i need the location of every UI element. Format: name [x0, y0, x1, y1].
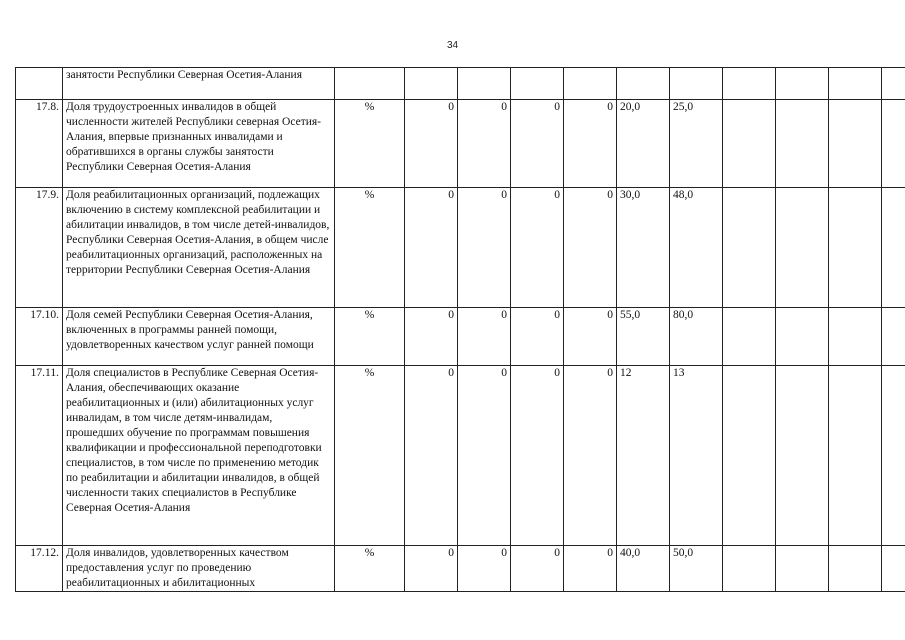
- empty-cell: [723, 188, 776, 308]
- value-5: 40,0: [617, 546, 670, 592]
- value-6: 48,0: [670, 188, 723, 308]
- value-4: 0: [564, 100, 617, 188]
- value-6: 25,0: [670, 100, 723, 188]
- indicator-unit: %: [335, 308, 405, 366]
- indicator-code: 17.10.: [16, 308, 63, 366]
- indicator-text: Доля реабилитационных организаций, подлежащих включению в систему комплексной реабилитации и абилитации инвалидов, в том числе детей-инвалидов, Республики Северная Осетия-Алания, в общем числе реабилитационных организаций, расположенных на территории Республики Северная Осетия-Алания: [63, 188, 335, 308]
- value-4: 0: [564, 188, 617, 308]
- table-row: [16, 366, 905, 546]
- value-3: 0: [511, 546, 564, 592]
- empty-cell: [723, 308, 776, 366]
- indicator-text: Доля специалистов в Республике Северная Осетия-Алания, обеспечивающих оказание реабилитационных и (или) абилитационных услуг инвалидам, в том числе детям-инвалидам, прошедших обучение по программам повышения квалификации и профессиональной переподготовки специалистов, в том числе по применению методик по реабилитации и абилитации инвалидов, в общей численности таких специалистов в Республике Северная Осетия-Алания: [63, 366, 335, 546]
- value-1: 0: [405, 188, 458, 308]
- indicator-code: 17.11.: [16, 366, 63, 546]
- value-4: 0: [564, 546, 617, 592]
- value-5: 30,0: [617, 188, 670, 308]
- value-4: 0: [564, 308, 617, 366]
- value-1: 0: [405, 546, 458, 592]
- indicator-code: 17.8.: [16, 100, 63, 188]
- value-1: 0: [405, 366, 458, 546]
- page-number: 34: [446, 40, 459, 51]
- value-3: 0: [511, 366, 564, 546]
- indicator-unit: %: [335, 366, 405, 546]
- value-5: 20,0: [617, 100, 670, 188]
- indicator-unit: %: [335, 188, 405, 308]
- value-6: 80,0: [670, 308, 723, 366]
- indicator-text: Доля семей Республики Северная Осетия-Алания, включенных в программы ранней помощи, удовлетворенных качеством услуг ранней помощи: [63, 308, 335, 366]
- table-row: [16, 308, 905, 366]
- value-4: 0: [564, 366, 617, 546]
- value-3: 0: [511, 188, 564, 308]
- indicator-text: Доля трудоустроенных инвалидов в общей численности жителей Республики северная Осетия-Алания, впервые признанных инвалидами и обратившихся в органы службы занятости Республики Северная Осетия-Алания: [63, 100, 335, 188]
- value-3: 0: [511, 100, 564, 188]
- table-row: [16, 100, 905, 188]
- value-2: 0: [458, 308, 511, 366]
- indicator-unit: %: [335, 546, 405, 592]
- value-6: 50,0: [670, 546, 723, 592]
- value-2: 0: [458, 100, 511, 188]
- table-row-continued: [16, 68, 905, 100]
- indicator-code: 17.9.: [16, 188, 63, 308]
- indicator-code: 17.12.: [16, 546, 63, 592]
- value-1: 0: [405, 308, 458, 366]
- value-5: 55,0: [617, 308, 670, 366]
- value-2: 0: [458, 188, 511, 308]
- cell-code-empty: [16, 68, 63, 100]
- indicator-text: Доля инвалидов, удовлетворенных качеством предоставления услуг по проведению реабилитационных и абилитационных: [63, 546, 335, 592]
- value-6: 13: [670, 366, 723, 546]
- empty-cell: [723, 546, 776, 592]
- empty-cell: [723, 100, 776, 188]
- table-row: [16, 546, 905, 592]
- value-2: 0: [458, 366, 511, 546]
- empty-cell: [723, 366, 776, 546]
- value-5: 12: [617, 366, 670, 546]
- indicator-text-continued: занятости Республики Северная Осетия-Алания: [63, 68, 335, 100]
- value-1: 0: [405, 100, 458, 188]
- indicators-table: [15, 67, 905, 592]
- value-3: 0: [511, 308, 564, 366]
- indicator-unit: %: [335, 100, 405, 188]
- value-2: 0: [458, 546, 511, 592]
- table-row: [16, 188, 905, 308]
